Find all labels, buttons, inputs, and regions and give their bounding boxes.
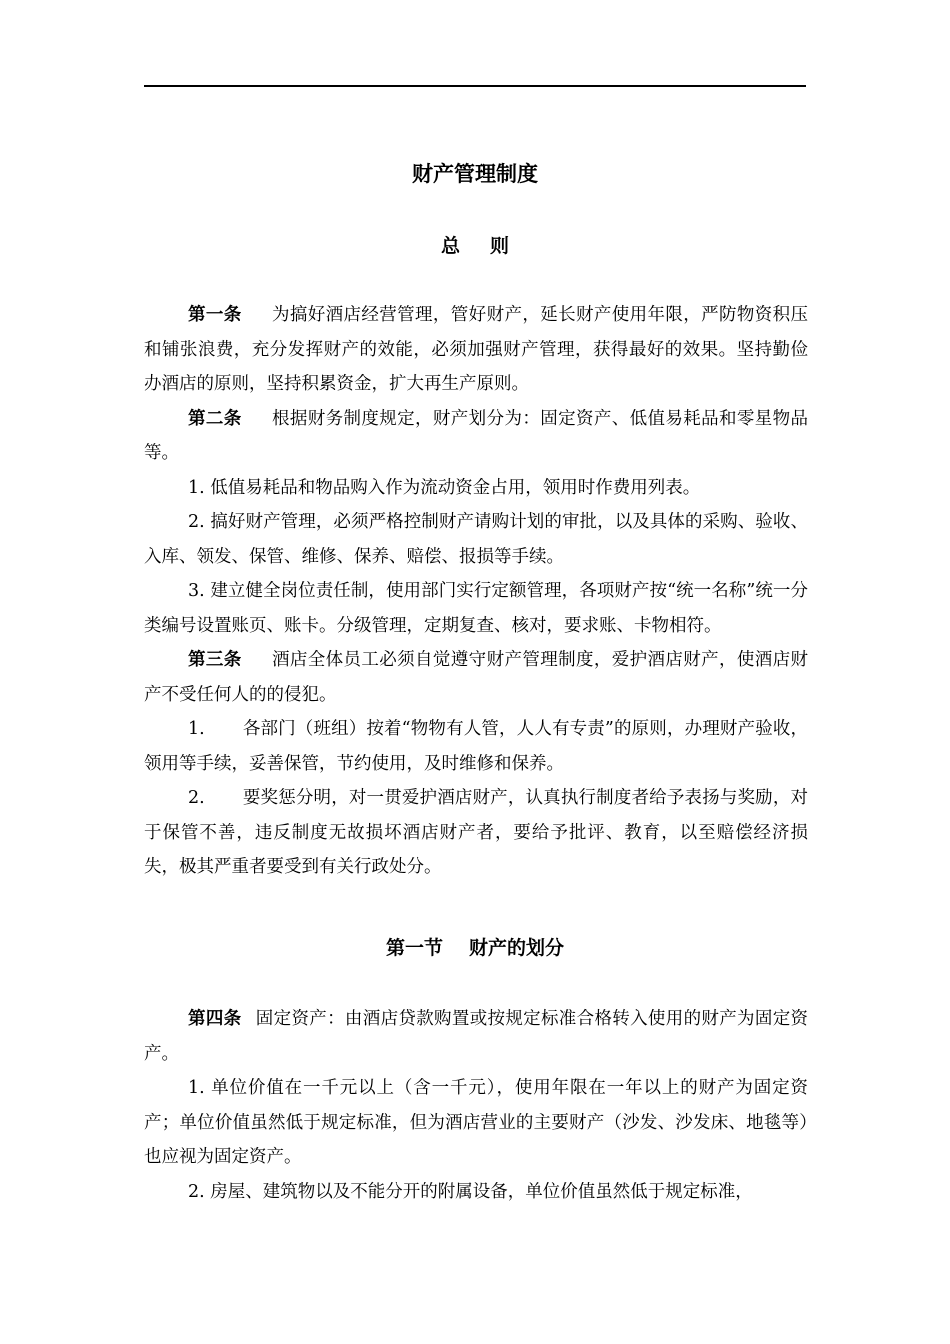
article-1	[144, 298, 808, 402]
header-rule	[144, 85, 806, 87]
general-heading: 总则	[440, 235, 539, 257]
list-item: 1. 低值易耗品和物品购入作为流动资金占用，领用时作费用列表。	[188, 477, 701, 498]
list-item: 1. 单位价值在一千元以上（含一千元），使用年限在一年以上的财产为固定资产；单位价值虽然低于规定标准，但为酒店营业的主要财产（沙发、沙发床、地毯等）也应视为固定资产。	[144, 1078, 808, 1167]
article-4	[144, 1002, 808, 1071]
list-item: 2. 搞好财产管理，必须严格控制财产请购计划的审批，以及具体的采购、验收、入库、领发、保管、维修、保养、赔偿、报损等手续。	[144, 512, 808, 567]
article-label: 第三条	[188, 650, 242, 670]
article-text: 为搞好酒店经营管理，管好财产，延长财产使用年限，严防物资积压和铺张浪费，充分发挥财产的效能，必须加强财产管理，获得最好的效果。坚持勤俭办酒店的原则，坚持积累资金，扩大再生产原则。	[144, 305, 809, 394]
article-label: 第四条	[188, 1009, 242, 1029]
article-3	[144, 643, 808, 712]
article-2	[144, 402, 808, 471]
section-heading	[0, 935, 950, 961]
section-title: 财产的划分	[469, 937, 565, 959]
article-label: 第二条	[188, 408, 242, 429]
article-label: 第一条	[188, 305, 242, 325]
list-number: 2.	[188, 788, 205, 808]
article-text: 固定资产：由酒店贷款购置或按规定标准合格转入使用的财产为固定资产。	[144, 1009, 809, 1064]
list-item: 3. 建立健全岗位责任制，使用部门实行定额管理，各项财产按“统一名称”统一分类编号设置账页、账卡。分级管理，定期复查、核对，要求账、卡物相符。	[144, 581, 808, 636]
section-number: 第一节	[385, 937, 443, 959]
list-number: 1.	[188, 719, 205, 739]
article-text: 根据财务制度规定，财产划分为：固定资产、低值易耗品和零星物品等。	[144, 408, 809, 463]
section1-articles	[144, 1002, 808, 1209]
list-text: 要奖惩分明，对一贯爱护酒店财产，认真执行制度者给予表扬与奖励，对于保管不善，违反制度无故损坏酒店财产者，要给予批评、教育，以至赔偿经济损失，极其严重者要受到有关行政处分。	[144, 788, 808, 877]
article-text: 酒店全体员工必须自觉遵守财产管理制度，爱护酒店财产，使酒店财产不受任何人的的侵犯。	[144, 650, 809, 705]
list-item	[144, 781, 808, 885]
general-articles	[144, 298, 808, 885]
list-text: 各部门（班组）按着“物物有人管，人人有专责”的原则，办理财产验收，领用等手续，妥善保管，节约使用，及时维修和保养。	[144, 719, 808, 774]
document-title: 财产管理制度	[412, 161, 538, 186]
list-item	[144, 712, 808, 781]
list-item: 2. 房屋、建筑物以及不能分开的附属设备，单位价值虽然低于规定标准，	[188, 1181, 753, 1202]
